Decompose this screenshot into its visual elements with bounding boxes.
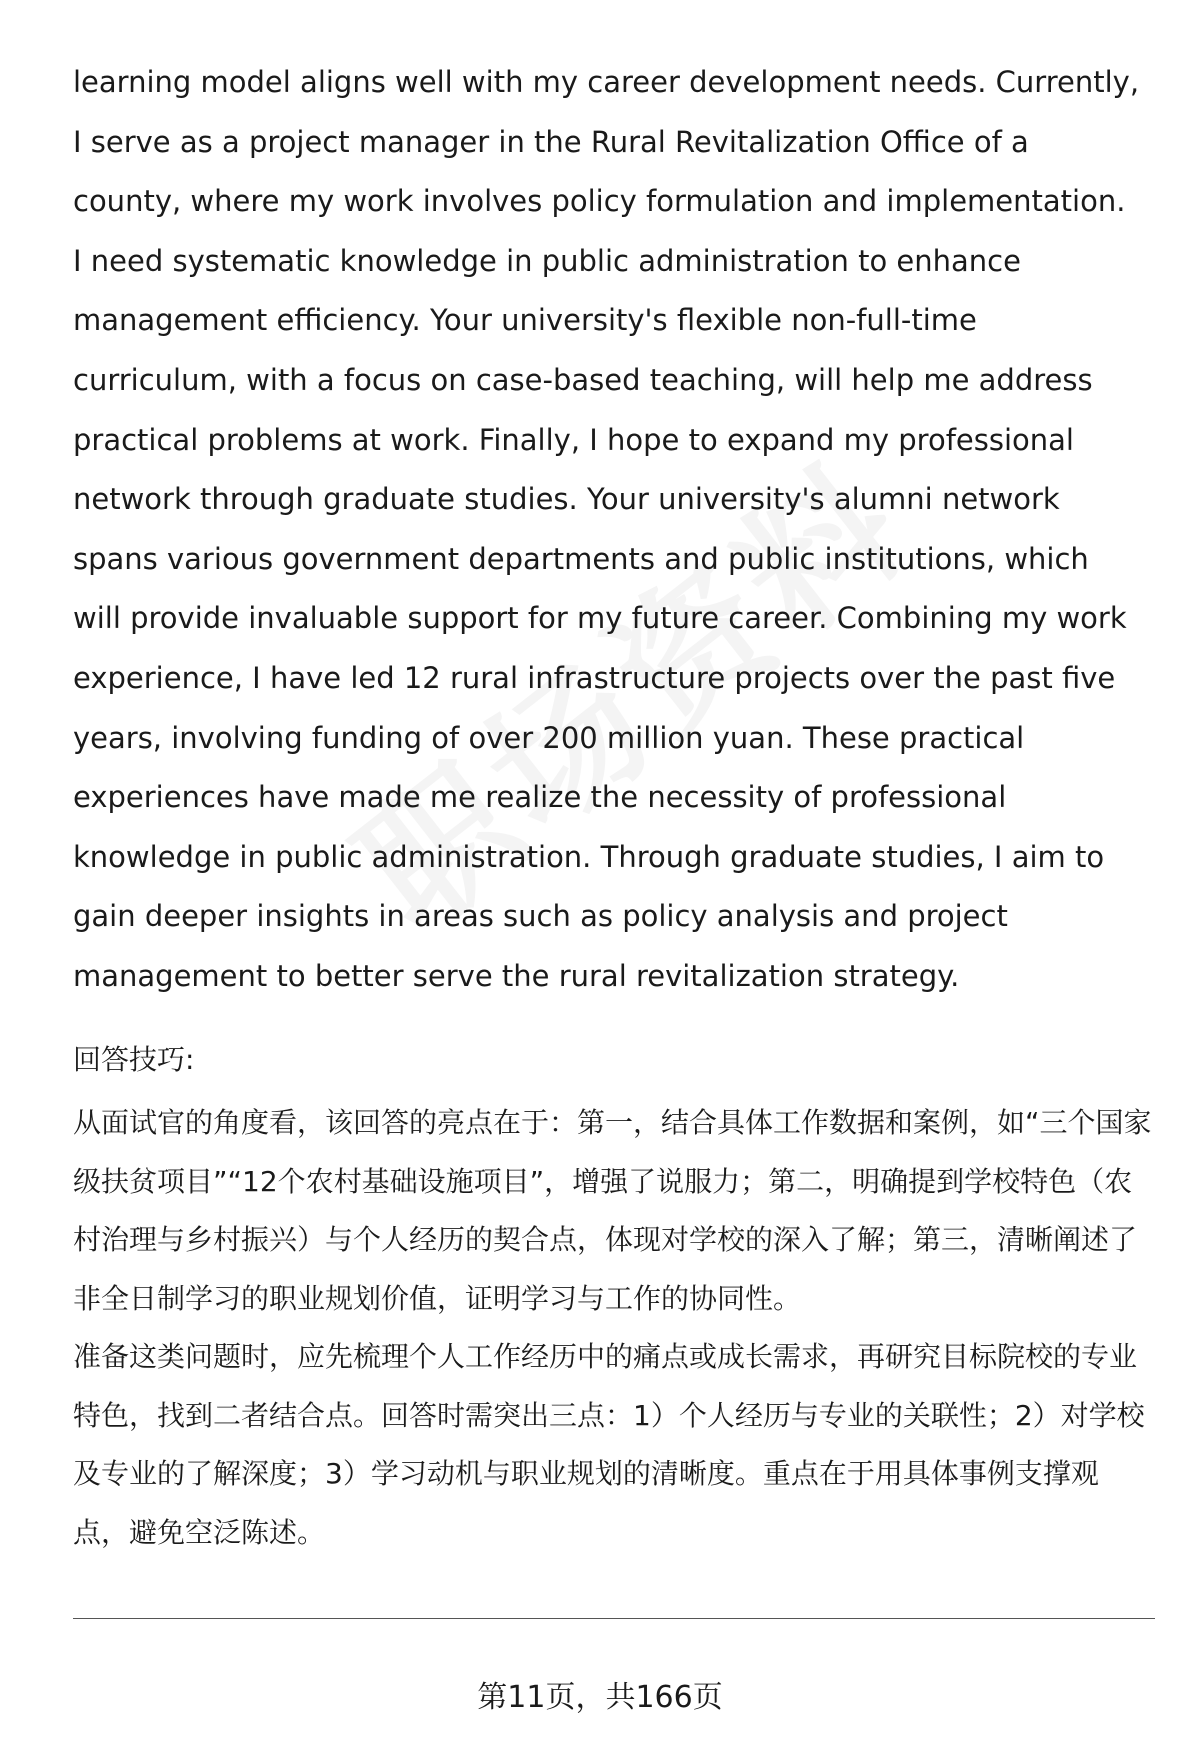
tips-paragraph-2: 准备这类问题时，应先梳理个人工作经历中的痛点或成长需求，再研究目标院校的专业特色，找到二者结合点。回答时需突出三点：1）个人经历与专业的关联性；2）对学校及专业的了解深度；3）学习动机与职业规划的清晰度。重点在于用具体事例支撑观点，避免空泛陈述。: [73, 1340, 1145, 1549]
tips-paragraph-1: 从面试官的角度看，该回答的亮点在于：第一，结合具体工作数据和案例，如“三个国家级扶贫项目”“12个农村基础设施项目”，增强了说服力；第二，明确提到学校特色（农村治理与乡村振兴）与个人经历的契合点，体现对学校的深入了解；第三，清晰阐述了非全日制学习的职业规划价值，证明学习与工作的协同性。: [73, 1106, 1152, 1315]
tips-heading: 回答技巧:: [73, 1043, 195, 1076]
footer-divider: [73, 1618, 1155, 1619]
answer-body-paragraph: learning model aligns well with my career development needs. Currently, I serve as a project manager in the Rural Revitalization Office of a county, where my work involves policy formulation and implementation. I need systematic knowledge in public administration to enhance management efficiency. Your university's flexible non-full-time curriculum, with a focus on case-based teaching, will help me address practical problems at work. Finally, I hope to expand my professional network through graduate studies. Your university's alumni network spans various government departments and public institutions, which will provide invaluable support for my future career. Combining my work experience, I have led 12 rural infrastructure projects over the past five years, involving funding of over 200 million yuan. These practical experiences have made me realize the necessity of professional knowledge in public administration. Through graduate studies, I aim to gain deeper insights in areas such as policy analysis and project management to better serve the rural revitalization strategy.: [73, 65, 1140, 993]
page-number: 第11页，共166页: [477, 1680, 723, 1715]
